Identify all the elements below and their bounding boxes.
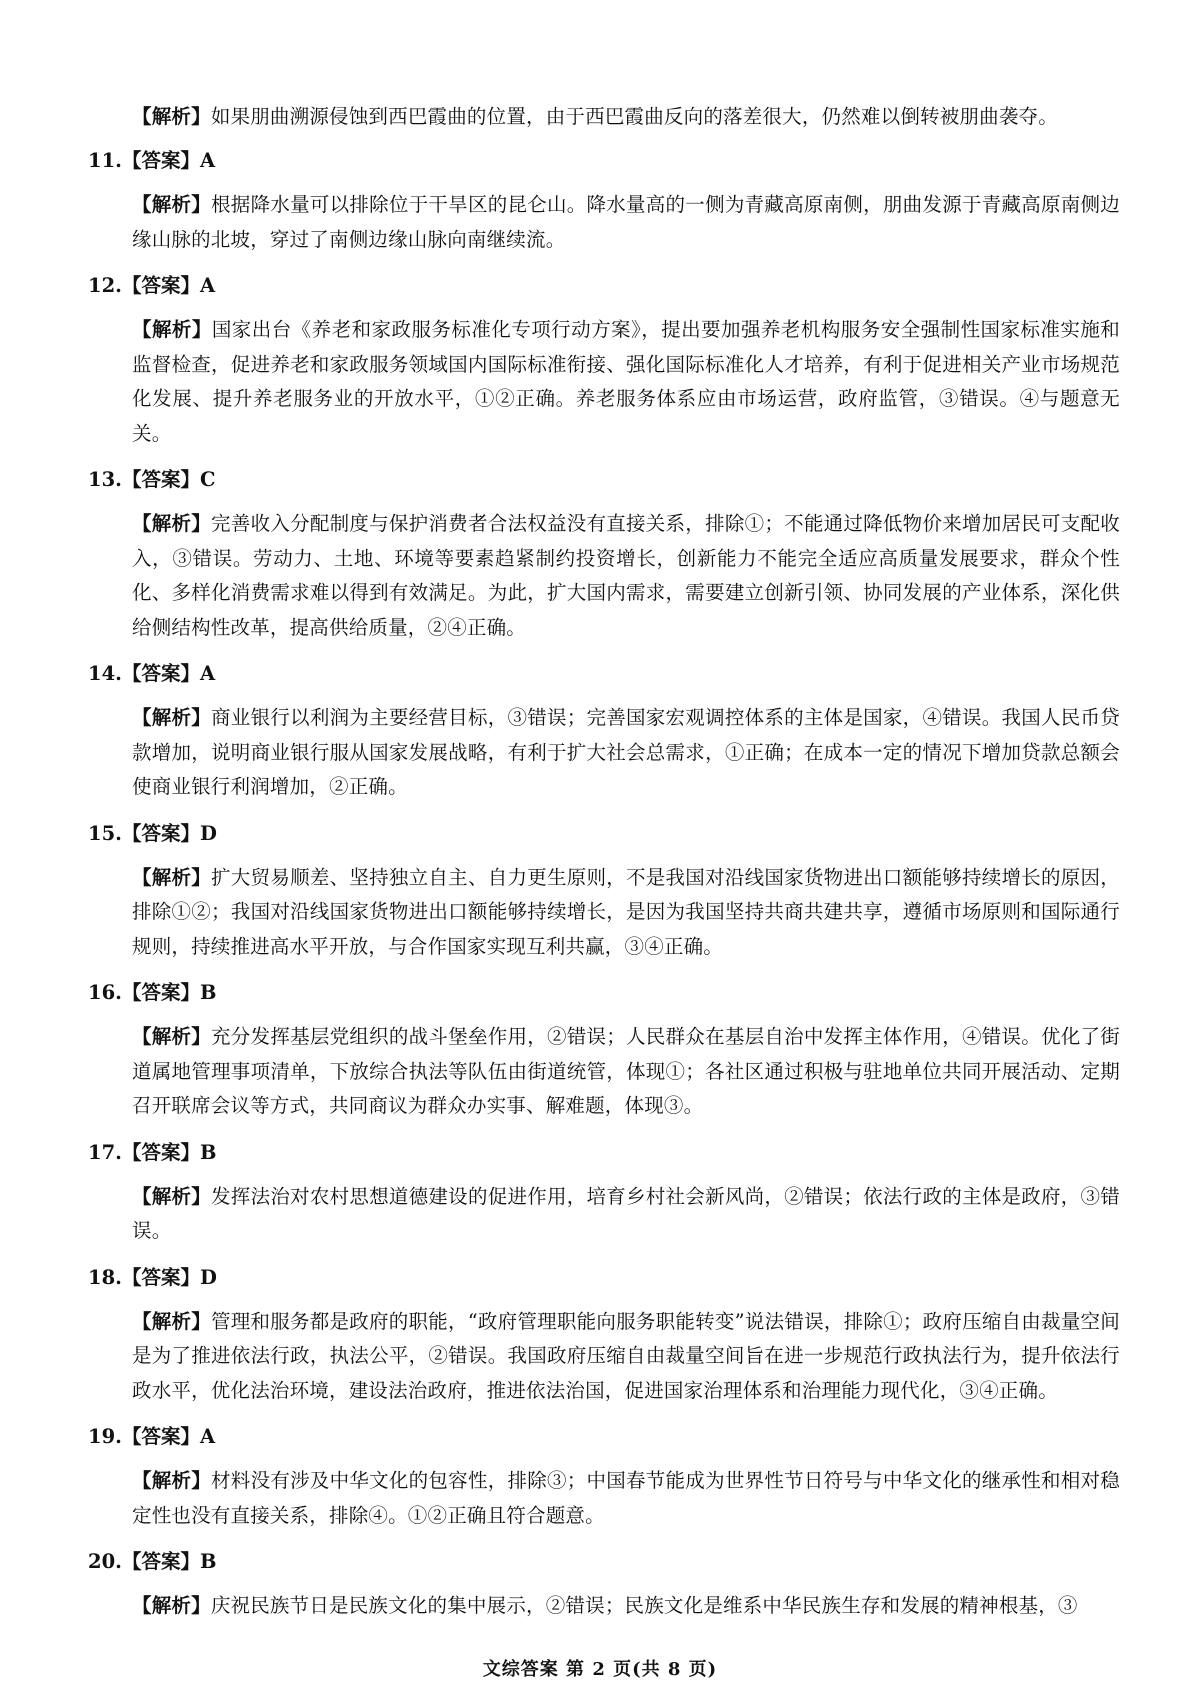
- analysis-text: [88, 188, 1120, 257]
- question-number: 11.: [88, 149, 122, 172]
- question-number: 15.: [88, 821, 122, 845]
- answer-label: 【答案】: [121, 1140, 200, 1164]
- question-item: [88, 271, 1120, 451]
- question-item: [88, 1138, 1120, 1249]
- analysis-body: 完善收入分配制度与保护消费者合法权益没有直接关系，排除①；不能通过降低物价来增加居民可支配收入，③错误。劳动力、土地、环境等要素趋紧制约投资增长，创新能力不能完全适应高质量发展要求，群众个性化、多样化消费需求难以得到有效满足。为此，扩大国内需求，需要建立创新引领、协同发展的产业体系，深化供给侧结构性改革，提高供给质量，②④正确。: [132, 512, 1120, 639]
- question-item: [88, 146, 1120, 257]
- question-item: [88, 1263, 1120, 1409]
- answer-line: [88, 1547, 1120, 1577]
- analysis-label: 【解析】: [132, 1469, 212, 1492]
- question-number: 16.: [88, 981, 122, 1004]
- analysis-body: 材料没有涉及中华文化的包容性，排除③；中国春节能成为世界性节日符号与中华文化的继承性和相对稳定性也没有直接关系，排除④。①②正确且符合题意。: [132, 1469, 1120, 1527]
- answer-label: 【答案】: [121, 468, 200, 491]
- question-number: 20.: [88, 1550, 122, 1573]
- analysis-body: 国家出台《养老和家政服务标准化专项行动方案》，提出要加强养老机构服务安全强制性国家标准实施和监督检查，促进养老和家政服务领域国内国际标准衔接、强化国际标准化人才培养，有利于促进相关产业市场规范化发展、提升养老服务业的开放水平，①②正确。养老服务体系应由市场运营，政府监管，③错误。④与题意无关。: [132, 318, 1120, 445]
- answer-value: D: [199, 1265, 217, 1289]
- answer-label: 【答案】: [121, 1550, 200, 1573]
- analysis-label: 【解析】: [132, 865, 212, 889]
- answer-line: [88, 271, 1120, 301]
- answer-value: B: [199, 1550, 217, 1573]
- answer-value: B: [199, 1140, 217, 1164]
- answer-label: 【答案】: [121, 821, 200, 845]
- question-number: 13.: [88, 468, 122, 491]
- page-footer: 文综答案 第 2 页(共 8 页): [482, 1659, 718, 1680]
- intro-analysis-label: 【解析】: [132, 105, 211, 128]
- answer-label: 【答案】: [121, 149, 200, 172]
- answer-line: [88, 1138, 1120, 1168]
- analysis-label: 【解析】: [132, 706, 212, 729]
- answer-value: C: [199, 468, 216, 491]
- analysis-label: 【解析】: [132, 512, 212, 535]
- question-number: 17.: [88, 1140, 122, 1164]
- answer-label: 【答案】: [121, 981, 200, 1004]
- analysis-label: 【解析】: [132, 193, 212, 216]
- question-item: [88, 465, 1120, 645]
- answer-line: [88, 1422, 1120, 1452]
- answer-line: [88, 1263, 1120, 1293]
- analysis-body: 管理和服务都是政府的职能，“政府管理职能向服务职能转变”说法错误，排除①；政府压缩自由裁量空间是为了推进依法行政，执法公平，②错误。我国政府压缩自由裁量空间旨在进一步规范行政执法行为，提升依法行政水平，优化法治环境，建设法治政府，推进依法治国，促进国家治理体系和治理能力现代化，③④正确。: [132, 1309, 1120, 1402]
- analysis-body: 根据降水量可以排除位于干旱区的昆仑山。降水量高的一侧为青藏高原南侧，朋曲发源于青藏高原南侧边缘山脉的北坡，穿过了南侧边缘山脉向南继续流。: [132, 193, 1120, 251]
- answer-value: D: [199, 821, 217, 845]
- intro-analysis: [88, 100, 1120, 134]
- answer-line: [88, 146, 1120, 176]
- answer-label: 【答案】: [121, 274, 200, 297]
- answer-line: [88, 819, 1120, 849]
- answer-line: [88, 465, 1120, 495]
- analysis-text: [88, 701, 1120, 805]
- question-number: 14.: [88, 662, 122, 685]
- answer-line: [88, 978, 1120, 1008]
- analysis-label: 【解析】: [132, 1309, 211, 1333]
- answer-label: 【答案】: [121, 1425, 200, 1448]
- answer-value: A: [199, 662, 216, 685]
- analysis-text: [88, 1020, 1120, 1124]
- answer-line: [88, 659, 1120, 689]
- question-number: 12.: [88, 274, 122, 297]
- question-item: [88, 1547, 1120, 1624]
- question-number: 19.: [88, 1425, 122, 1448]
- answer-content: [88, 100, 1120, 1638]
- analysis-body: 商业银行以利润为主要经营目标，③错误；完善国家宏观调控体系的主体是国家，④错误。我国人民币贷款增加，说明商业银行服从国家发展战略，有利于扩大社会总需求，①正确；在成本一定的情况下增加贷款总额会使商业银行利润增加，②正确。: [132, 706, 1120, 798]
- question-item: [88, 978, 1120, 1124]
- question-item: [88, 659, 1120, 805]
- question-list: [88, 146, 1120, 1624]
- answer-label: 【答案】: [121, 1265, 200, 1289]
- analysis-text: [88, 507, 1120, 645]
- analysis-text: [88, 1305, 1120, 1409]
- intro-analysis-text: 如果朋曲溯源侵蚀到西巴霞曲的位置，由于西巴霞曲反向的落差很大，仍然难以倒转被朋曲袭夺。: [210, 105, 1058, 128]
- analysis-label: 【解析】: [132, 1184, 212, 1208]
- analysis-text: [88, 861, 1120, 965]
- question-number: 18.: [88, 1265, 122, 1289]
- analysis-text: [88, 1589, 1120, 1624]
- analysis-text: [88, 1180, 1120, 1249]
- analysis-label: 【解析】: [132, 1025, 212, 1048]
- answer-value: B: [199, 981, 217, 1004]
- answer-value: A: [199, 274, 216, 297]
- analysis-body: 发挥法治对农村思想道德建设的促进作用，培育乡村社会新风尚，②错误；依法行政的主体是政府，③错误。: [132, 1184, 1120, 1242]
- answer-value: A: [199, 149, 216, 172]
- analysis-text: [88, 313, 1120, 451]
- analysis-body: 充分发挥基层党组织的战斗堡垒作用，②错误；人民群众在基层自治中发挥主体作用，④错误。优化了街道属地管理事项清单，下放综合执法等队伍由街道统管，体现①；各社区通过积极与驻地单位共同开展活动、定期召开联席会议等方式，共同商议为群众办实事、解难题，体现③。: [132, 1025, 1120, 1117]
- question-item: [88, 1422, 1120, 1533]
- analysis-label: 【解析】: [132, 1594, 211, 1617]
- answer-value: A: [199, 1425, 216, 1448]
- analysis-label: 【解析】: [132, 318, 212, 341]
- answer-label: 【答案】: [121, 662, 200, 685]
- analysis-body: 庆祝民族节日是民族文化的集中展示，②错误；民族文化是维系中华民族生存和发展的精神根基，③: [210, 1594, 1078, 1617]
- question-item: [88, 819, 1120, 965]
- analysis-text: [88, 1464, 1120, 1533]
- analysis-body: 扩大贸易顺差、坚持独立自主、自力更生原则，不是我国对沿线国家货物进出口额能够持续增长的原因，排除①②；我国对沿线国家货物进出口额能够持续增长，是因为我国坚持共商共建共享，遵循市场原则和国际通行规则，持续推进高水平开放，与合作国家实现互利共赢，③④正确。: [132, 865, 1120, 958]
